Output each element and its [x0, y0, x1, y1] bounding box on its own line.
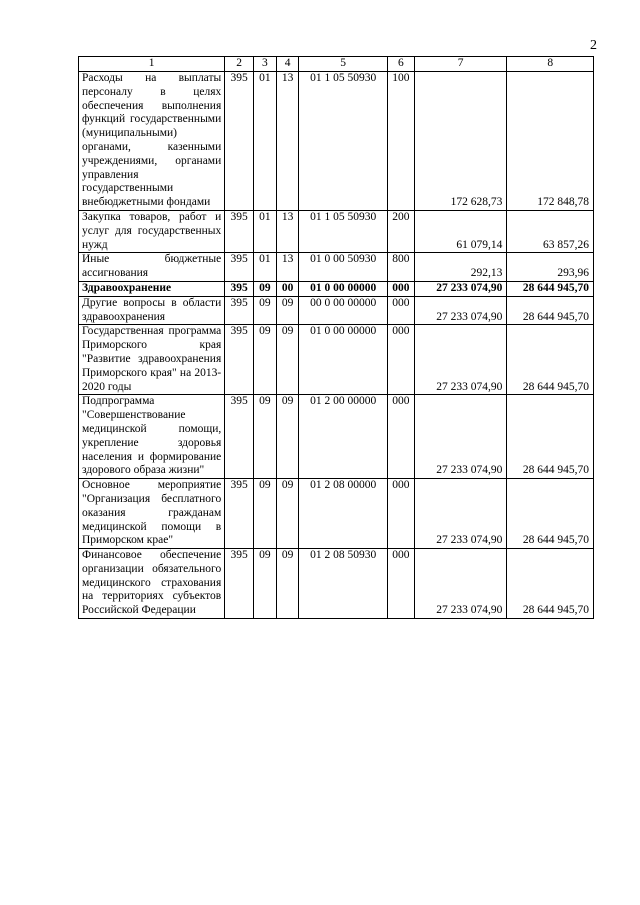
row-code-admin: 395: [225, 281, 254, 296]
header-col-7: 7: [414, 57, 507, 72]
table-row: [79, 479, 594, 549]
row-amount-year2: 293,96: [507, 253, 594, 282]
page-number: 2: [590, 38, 597, 53]
table-row: [79, 253, 594, 282]
row-target-article: 01 2 00 00000: [299, 395, 388, 479]
row-code-admin: 395: [225, 210, 254, 252]
row-section: 09: [254, 395, 277, 479]
row-expense-type: 000: [387, 325, 414, 395]
row-code-admin: 395: [225, 325, 254, 395]
row-amount-year2: 28 644 945,70: [507, 549, 594, 619]
row-target-article: 01 2 08 50930: [299, 549, 388, 619]
row-subsection: 13: [276, 253, 299, 282]
header-col-1: 1: [79, 57, 225, 72]
row-code-admin: 395: [225, 296, 254, 325]
row-name: Основное мероприятие "Организация бесплатного оказания гражданам медицинской помощи в Приморском крае": [79, 479, 225, 549]
row-amount-year2: 28 644 945,70: [507, 325, 594, 395]
row-name: Закупка товаров, работ и услуг для государственных нужд: [79, 210, 225, 252]
row-amount-year1: 27 233 074,90: [414, 281, 507, 296]
row-subsection: 13: [276, 72, 299, 211]
row-section: 09: [254, 479, 277, 549]
row-amount-year2: 63 857,26: [507, 210, 594, 252]
row-expense-type: 100: [387, 72, 414, 211]
row-amount-year1: 27 233 074,90: [414, 395, 507, 479]
row-section: 09: [254, 296, 277, 325]
row-subsection: 09: [276, 549, 299, 619]
table-row: [79, 296, 594, 325]
row-expense-type: 200: [387, 210, 414, 252]
row-expense-type: 000: [387, 296, 414, 325]
row-expense-type: 000: [387, 549, 414, 619]
row-target-article: 00 0 00 00000: [299, 296, 388, 325]
row-amount-year1: 292,13: [414, 253, 507, 282]
header-row: [79, 57, 594, 72]
table-row-section-heading: [79, 281, 594, 296]
row-expense-type: 000: [387, 281, 414, 296]
header-col-2: 2: [225, 57, 254, 72]
row-code-admin: 395: [225, 549, 254, 619]
row-target-article: 01 2 08 00000: [299, 479, 388, 549]
row-subsection: 00: [276, 281, 299, 296]
row-target-article: 01 0 00 50930: [299, 253, 388, 282]
row-amount-year1: 27 233 074,90: [414, 296, 507, 325]
budget-table: [78, 56, 594, 619]
row-subsection: 13: [276, 210, 299, 252]
row-amount-year1: 27 233 074,90: [414, 325, 507, 395]
header-col-4: 4: [276, 57, 299, 72]
table-row: [79, 210, 594, 252]
row-amount-year1: 172 628,73: [414, 72, 507, 211]
table-row: [79, 395, 594, 479]
row-code-admin: 395: [225, 72, 254, 211]
row-name: Подпрограмма "Совершенствование медицинской помощи, укрепление здоровья населения и формирование здорового образа жизни": [79, 395, 225, 479]
row-subsection: 09: [276, 296, 299, 325]
row-section: 09: [254, 325, 277, 395]
row-section: 01: [254, 253, 277, 282]
row-target-article: 01 0 00 00000: [299, 281, 388, 296]
row-section: 09: [254, 281, 277, 296]
row-amount-year2: 28 644 945,70: [507, 479, 594, 549]
row-amount-year2: 172 848,78: [507, 72, 594, 211]
row-amount-year2: 28 644 945,70: [507, 395, 594, 479]
row-name: Расходы на выплаты персоналу в целях обеспечения выполнения функций государственными (муниципальными) органами, казенными учреждениями, органами управления государственными внебюджетными фондами: [79, 72, 225, 211]
row-expense-type: 000: [387, 479, 414, 549]
row-target-article: 01 0 00 00000: [299, 325, 388, 395]
row-name: Здравоохранение: [79, 281, 225, 296]
row-amount-year1: 61 079,14: [414, 210, 507, 252]
row-expense-type: 800: [387, 253, 414, 282]
row-section: 01: [254, 210, 277, 252]
header-col-5: 5: [299, 57, 388, 72]
header-col-6: 6: [387, 57, 414, 72]
row-expense-type: 000: [387, 395, 414, 479]
table-row: [79, 325, 594, 395]
row-code-admin: 395: [225, 479, 254, 549]
row-name: Другие вопросы в области здравоохранения: [79, 296, 225, 325]
row-target-article: 01 1 05 50930: [299, 72, 388, 211]
row-name: Государственная программа Приморского края "Развитие здравоохранения Приморского края" на 2013-2020 годы: [79, 325, 225, 395]
header-col-8: 8: [507, 57, 594, 72]
row-amount-year1: 27 233 074,90: [414, 479, 507, 549]
row-code-admin: 395: [225, 395, 254, 479]
row-code-admin: 395: [225, 253, 254, 282]
table-row: [79, 72, 594, 211]
row-name: Финансовое обеспечение организации обязательного медицинского страхования на территориях субъектов Российской Федерации: [79, 549, 225, 619]
row-amount-year1: 27 233 074,90: [414, 549, 507, 619]
table-row: [79, 549, 594, 619]
row-name: Иные бюджетные ассигнования: [79, 253, 225, 282]
row-section: 01: [254, 72, 277, 211]
row-amount-year2: 28 644 945,70: [507, 281, 594, 296]
row-subsection: 09: [276, 325, 299, 395]
row-subsection: 09: [276, 395, 299, 479]
row-target-article: 01 1 05 50930: [299, 210, 388, 252]
header-col-3: 3: [254, 57, 277, 72]
row-section: 09: [254, 549, 277, 619]
row-subsection: 09: [276, 479, 299, 549]
row-amount-year2: 28 644 945,70: [507, 296, 594, 325]
